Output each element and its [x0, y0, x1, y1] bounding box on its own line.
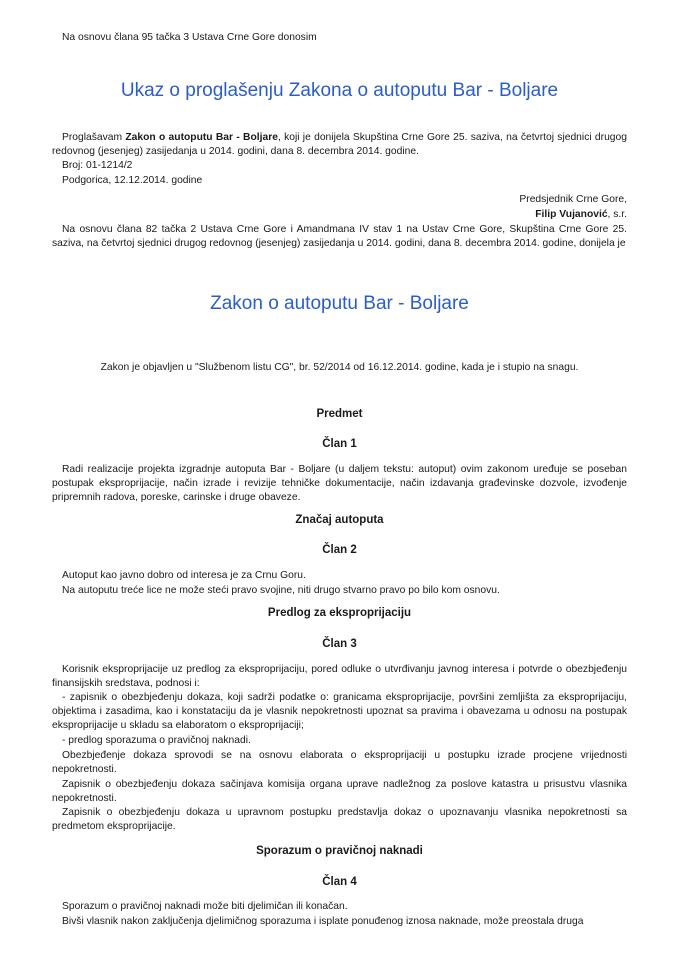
heading-predlog-za-eksproprijaciju: Predlog za eksproprijaciju — [267, 607, 412, 619]
publication-note: Zakon je objavljen u "Službenom listu CG", br. 52/2014 od 16.12.2014. godine, kada je i stupio na snagu. — [100, 362, 579, 373]
signature-suffix: , s.r. — [607, 209, 627, 220]
proclamation-paragraph — [52, 131, 627, 159]
heading-predmet: Predmet — [316, 408, 363, 420]
article-2-paragraph-1: Autoput kao javno dobro od interesa je za Crnu Goru. — [62, 570, 306, 581]
article-2-paragraph-2: Na autoputu treće lice ne može steći pravo svojine, niti drugo stvarno pravo po bilo kom osnovu. — [62, 585, 500, 596]
article-3-paragraph-4: Obezbjeđenje dokaza sprovodi se na osnovu elaborata o eksproprijaciji u postupku izrade procjene vrijednosti nepokretnosti. — [52, 750, 627, 775]
proclamation-law-name: Zakon o autoputu Bar - Boljare — [125, 132, 278, 143]
proclamation-suffix: , koji je donijela Skupština Crne Gore 25. saziva, na četvrtoj sjednici drugog redovnog (jesenjeg) zasijedanja u 2014. godini, dana 8. decembra 2014. godine. — [52, 132, 627, 157]
preamble: Na osnovu člana 95 tačka 3 Ustava Crne Gore donosim — [62, 32, 317, 43]
signature-name: Filip Vujanović — [535, 209, 608, 220]
signature-role: Predsjednik Crne Gore, — [519, 194, 627, 205]
article-2-heading: Član 2 — [322, 544, 357, 556]
article-1-heading: Član 1 — [322, 438, 357, 450]
signature — [535, 208, 627, 222]
law-title: Zakon o autoputu Bar - Boljare — [210, 293, 469, 314]
article-4-paragraph-1: Sporazum o pravičnoj naknadi može biti djelimičan ili konačan. — [62, 901, 348, 912]
article-3-paragraph-5: Zapisnik o obezbjeđenju dokaza sačinjava komisija organa uprave nadležnog za poslove katastra u prisustvu vlasnika nepokretnosti. — [52, 779, 627, 804]
article-3-paragraph-1: Korisnik eksproprijacije uz predlog za eksproprijaciju, pored odluke o utvrđivanju javnog interesa i potvrde o obezbjeđenju finansijskih sredstava, podnosi i: — [52, 664, 627, 689]
heading-znacaj-autoputa: Značaj autoputa — [295, 514, 384, 526]
article-4-paragraph-2: Bivši vlasnik nakon zaključenja djelimičnog sporazuma i isplate ponuđenog iznosa naknade, može preostala druga — [62, 916, 584, 927]
proclamation-prefix: Proglašavam — [62, 132, 126, 143]
article-3-heading: Član 3 — [322, 638, 357, 650]
place-date: Podgorica, 12.12.2014. godine — [62, 175, 203, 186]
heading-sporazum: Sporazum o pravičnoj naknadi — [256, 845, 423, 857]
article-3-paragraph-3: - predlog sporazuma o pravičnoj naknadi. — [62, 735, 251, 746]
ukaz-title: Ukaz o proglašenju Zakona o autoputu Bar - Boljare — [120, 80, 559, 101]
document-number: Broj: 01-1214/2 — [62, 160, 133, 171]
article-3-paragraph-6: Zapisnik o obezbjeđenju dokaza u upravnom postupku predstavlja dokaz o upoznavanju vlasnika nepokretnosti sa predmetom eksproprijacije. — [52, 807, 627, 832]
article-1-text: Radi realizacije projekta izgradnje autoputa Bar - Boljare (u daljem tekstu: autoput) ovim zakonom uređuje se poseban postupak eksproprijacije, način izrade i revizije tehničke dokumentacije, način izdavanja građevinske dozvole, izvođenje pripremnih radova, poreske, carinske i druge obaveze. — [52, 464, 627, 503]
adoption-paragraph: Na osnovu člana 82 tačka 2 Ustava Crne Gore i Amandmana IV stav 1 na Ustav Crne Gore, Skupština Crne Gore 25. saziva, na četvrtoj sjednici drugog redovnog (jesenjeg) zasijedanja u 2014. godini, dana 8. decembra 2014. godine, donijela je — [52, 224, 627, 249]
article-4-heading: Član 4 — [322, 876, 357, 888]
article-3-paragraph-2: - zapisnik o obezbjeđenju dokaza, koji sadrži podatke o: granicama eksproprijacije, površini zemljišta za eksproprijaciju, objektima i zasadima, kao i konstataciju da je vlasnik nepokretnosti upoznat sa pravima i obavezama u odnosu na postupak eksproprijacije u skladu sa elaboratom o eksproprijaciji; — [52, 692, 627, 731]
